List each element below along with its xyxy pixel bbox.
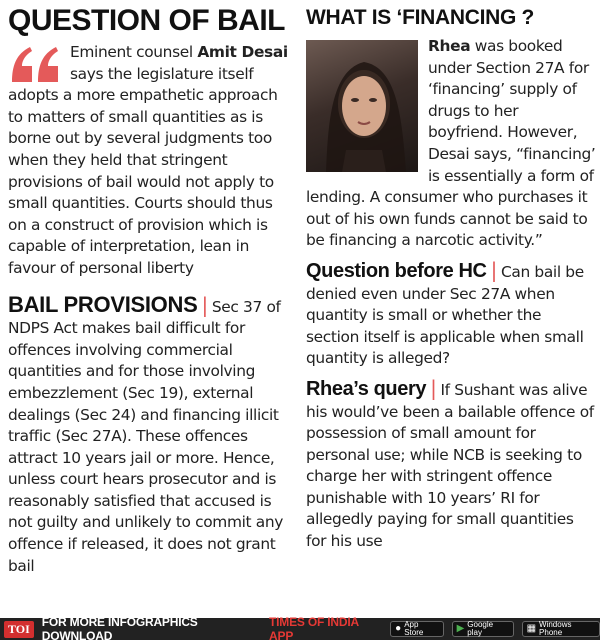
google-play-label: Google play	[467, 620, 494, 637]
footer-banner	[0, 615, 600, 640]
quotation-mark-icon	[8, 44, 64, 84]
bail-provisions-heading: BAIL PROVISIONS	[8, 291, 198, 317]
play-icon: ▶	[456, 623, 465, 634]
bail-provisions-text: Sec 37 of NDPS Act makes bail difficult for offences involving commercial quantities and for those involving embezzlement (Sec 19), external dealings (Sec 24) and financing illicit traffic (Sec 27A). These offences attract 10 years jail or more. Hence, unless court hears prosecutor and is reasonably satisfied that accused is not guilty and unlikely to commit any offence if released, it does not grant bail	[8, 297, 283, 575]
financing-subject: Rhea	[428, 37, 471, 55]
quote-text: says the legislature itself adopts a more empathetic approach to matters of small quantities as is borne out by several judgments too when they held that stringent provisions of bail would not apply to small quantities. Courts should thus on a construct of provision which is capable of interpretation, lean in favour of personal liberty	[8, 64, 278, 277]
rhea-photo	[306, 40, 418, 172]
rhea-query-heading: Rhea’s query	[306, 377, 427, 400]
rhea-query-text: If Sushant was alive his would’ve been a bailable offence of possession of small amount for personal use; while NCB is seeking to charge her with stringent offence punishable with 10 years’ RI for allegedly paying for small quantities for his use	[306, 380, 594, 551]
financing-text: was booked under Section 27A for ‘financing’ supply of drugs to her boyfriend. However, Desai says, “financing’ is essentially a form of lending. A consumer who purchases it out of his own funds cannot be said to be financing a narcotic activity.”	[306, 37, 596, 250]
footer-promo-text: FOR MORE INFOGRAPHICS DOWNLOAD	[41, 615, 198, 640]
app-store-label: App Store	[404, 620, 424, 637]
separator-bar: |	[430, 375, 437, 400]
financing-block	[306, 36, 596, 252]
quote-speaker: Amit Desai	[197, 43, 288, 61]
question-before-hc-heading: Question before HC	[306, 259, 487, 282]
windows-phone-badge[interactable]	[522, 621, 600, 637]
left-column	[8, 6, 290, 577]
windows-phone-label: Windows Phone	[539, 620, 572, 637]
quote-intro: Eminent counsel	[70, 43, 198, 61]
toi-logo[interactable]: TOI	[4, 621, 34, 638]
footer-app-name[interactable]: TIMES OF INDIA APP	[269, 615, 359, 640]
rhea-query-section	[306, 375, 596, 553]
app-store-badge[interactable]	[390, 621, 443, 637]
question-before-hc-text: Can bail be denied even under Sec 27A when quantity is small or whether the section itself is applicable when small quantity is alleged?	[306, 262, 584, 368]
right-column	[306, 6, 596, 553]
separator-bar: |	[201, 292, 208, 317]
financing-title: WHAT IS ‘FINANCING ?	[306, 6, 535, 29]
separator-bar: |	[490, 257, 497, 282]
bail-provisions-section	[8, 291, 290, 578]
google-play-badge[interactable]	[452, 621, 514, 637]
question-of-bail-title: QUESTION OF BAIL	[8, 4, 285, 37]
quote-block	[8, 42, 290, 280]
apple-icon: ●	[395, 623, 402, 634]
question-before-hc-section	[306, 257, 596, 370]
windows-icon: ▦	[526, 623, 537, 634]
